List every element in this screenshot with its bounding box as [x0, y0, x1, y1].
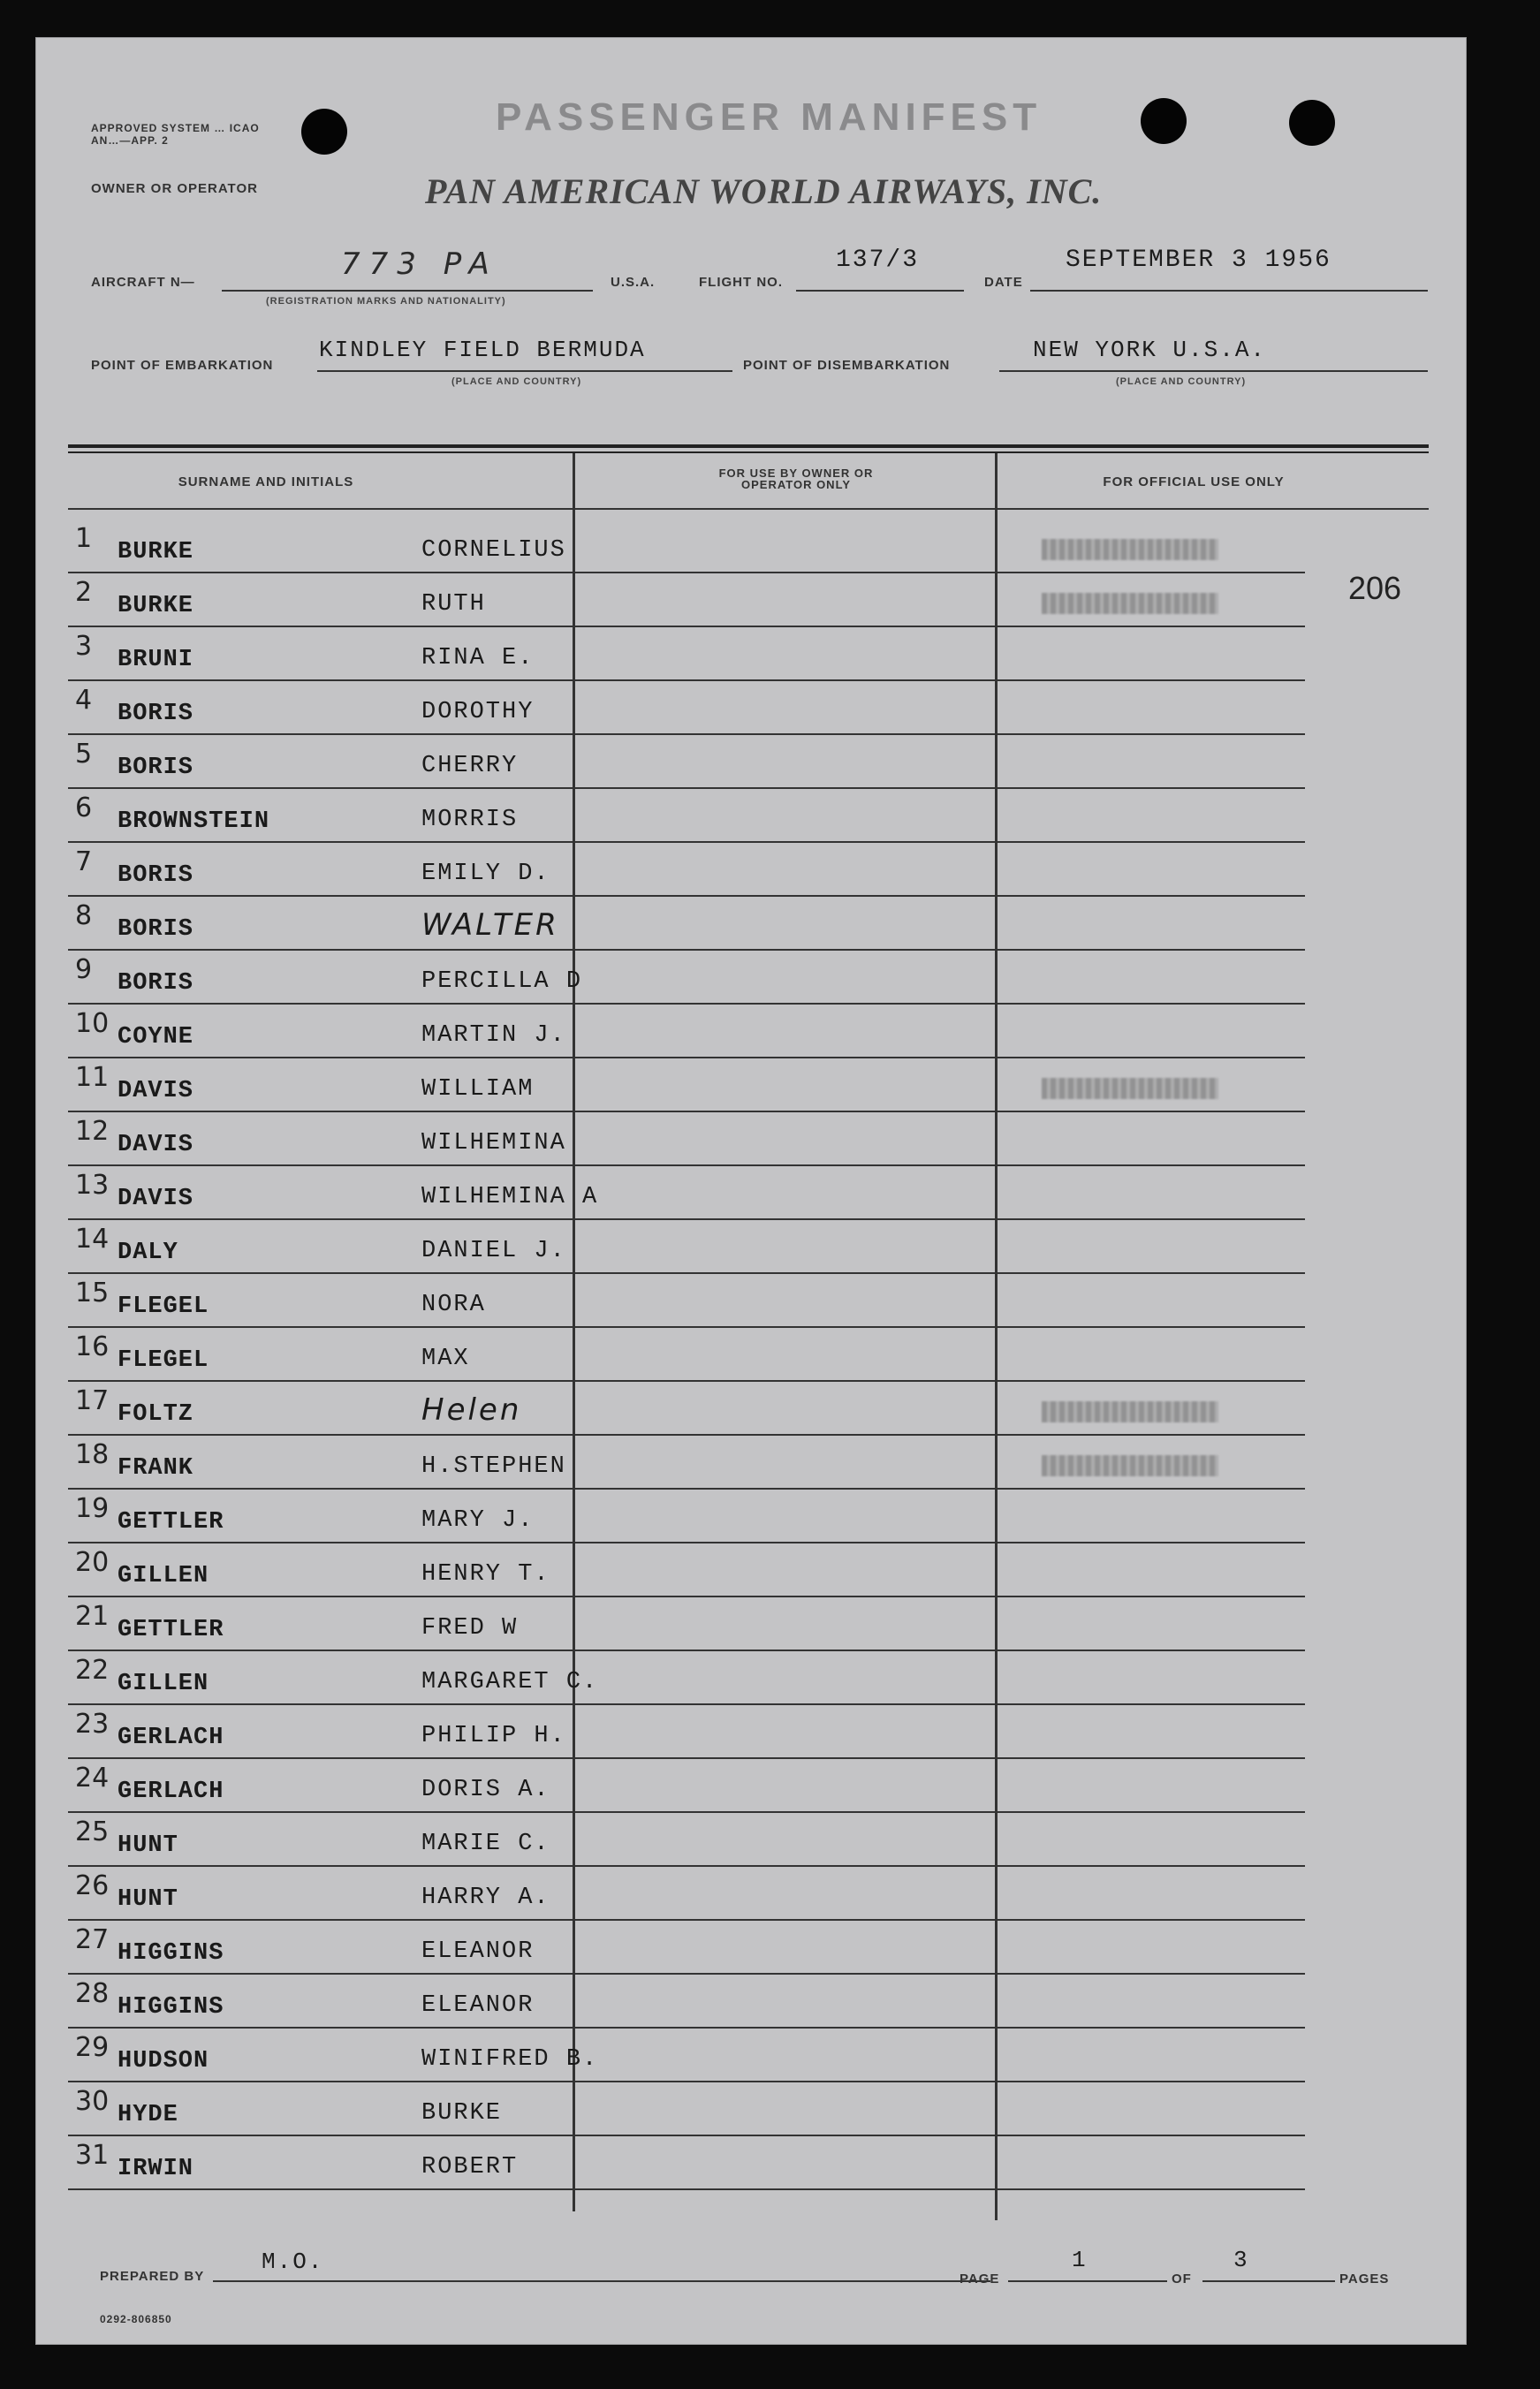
- embark-value: KINDLEY FIELD BERMUDA: [319, 337, 646, 363]
- of-label: OF: [1172, 2271, 1192, 2287]
- passenger-surname: FRANK: [118, 1455, 194, 1482]
- punch-hole: [1289, 100, 1335, 146]
- table-row: [68, 1705, 1305, 1759]
- table-row: [68, 1975, 1305, 2029]
- passenger-given-name: CORNELIUS: [421, 537, 566, 564]
- table-row: [68, 1813, 1305, 1867]
- passenger-given-name: ROBERT: [421, 2154, 519, 2180]
- passenger-surname: HUDSON: [118, 2048, 209, 2074]
- row-number: 31: [75, 2140, 110, 2171]
- passenger-surname: BURKE: [118, 593, 194, 619]
- passenger-surname: HYDE: [118, 2102, 178, 2128]
- table-row: [68, 1328, 1305, 1382]
- passenger-given-name: MORRIS: [421, 807, 519, 833]
- passenger-surname: DAVIS: [118, 1132, 194, 1158]
- passenger-surname: BORIS: [118, 862, 194, 889]
- row-number: 10: [75, 1008, 110, 1039]
- passenger-given-name: ELEANOR: [421, 1992, 535, 2019]
- passenger-given-name: DANIEL J.: [421, 1238, 566, 1264]
- passenger-given-name: Helen: [421, 1392, 522, 1428]
- row-number: 27: [75, 1924, 110, 1955]
- passenger-surname: GILLEN: [118, 1563, 209, 1589]
- passenger-surname: DALY: [118, 1240, 178, 1266]
- passenger-given-name: WILHEMINA: [421, 1130, 566, 1157]
- document-title: PASSENGER MANIFEST: [496, 95, 1043, 139]
- passenger-surname: BORIS: [118, 755, 194, 781]
- header-bottom-rule: [68, 508, 1429, 510]
- table-row: [68, 2029, 1305, 2082]
- passenger-surname: COYNE: [118, 1024, 194, 1050]
- of-value: 3: [1233, 2247, 1249, 2273]
- pages-label: PAGES: [1339, 2271, 1390, 2287]
- prepared-value: M.O.: [262, 2249, 324, 2275]
- flight-underline: [796, 290, 964, 292]
- of-underline: [1202, 2280, 1335, 2282]
- row-number: 30: [75, 2086, 110, 2117]
- disembark-caption: (PLACE AND COUNTRY): [1116, 376, 1247, 387]
- table-row: [68, 735, 1305, 789]
- redacted-official-entry: [1042, 1455, 1218, 1476]
- row-number: 12: [75, 1116, 110, 1147]
- table-row: [68, 1382, 1305, 1436]
- passenger-given-name: RINA E.: [421, 645, 535, 671]
- table-row: [68, 1166, 1305, 1220]
- passenger-surname: HUNT: [118, 1832, 178, 1859]
- passenger-surname: GERLACH: [118, 1778, 224, 1805]
- passenger-surname: DAVIS: [118, 1078, 194, 1104]
- passenger-given-name: DOROTHY: [421, 699, 535, 725]
- passenger-surname: GERLACH: [118, 1725, 224, 1751]
- page-underline: [1008, 2280, 1167, 2282]
- passenger-given-name: MARIE C.: [421, 1831, 550, 1857]
- passenger-given-name: WILHEMINA A: [421, 1184, 599, 1210]
- embark-caption: (PLACE AND COUNTRY): [451, 376, 582, 387]
- row-number: 25: [75, 1816, 110, 1847]
- passenger-surname: HUNT: [118, 1886, 178, 1913]
- passenger-given-name: PERCILLA D: [421, 968, 583, 995]
- row-number: 18: [75, 1439, 110, 1470]
- passenger-given-name: WINIFRED B.: [421, 2046, 599, 2073]
- table-row: [68, 2082, 1305, 2136]
- passenger-surname: BROWNSTEIN: [118, 808, 270, 835]
- redacted-official-entry: [1042, 1401, 1218, 1422]
- passenger-surname: DAVIS: [118, 1186, 194, 1212]
- date-underline: [1030, 290, 1428, 292]
- passenger-surname: BRUNI: [118, 647, 194, 673]
- column-surname: SURNAME AND INITIALS: [178, 474, 354, 489]
- row-number: 5: [75, 739, 93, 770]
- table-row: [68, 1921, 1305, 1975]
- table-row: [68, 1005, 1305, 1058]
- row-rule: [68, 2188, 1305, 2190]
- redacted-official-entry: [1042, 593, 1218, 614]
- table-row: [68, 520, 1305, 573]
- table-row: [68, 1651, 1305, 1705]
- disembark-value: NEW YORK U.S.A.: [1033, 337, 1267, 363]
- table-row: [68, 789, 1305, 843]
- table-row: [68, 1112, 1305, 1166]
- punch-hole: [1141, 98, 1187, 144]
- row-number: 9: [75, 954, 93, 985]
- flight-value: 137/3: [836, 246, 920, 274]
- redacted-official-entry: [1042, 1078, 1218, 1099]
- row-number: 28: [75, 1978, 110, 2009]
- passenger-surname: BORIS: [118, 701, 194, 727]
- passenger-surname: FLEGEL: [118, 1347, 209, 1374]
- table-row: [68, 1490, 1305, 1543]
- passenger-given-name: WALTER: [421, 907, 559, 943]
- page-label: PAGE: [960, 2271, 1000, 2287]
- passenger-given-name: RUTH: [421, 591, 486, 618]
- row-number: 29: [75, 2032, 110, 2063]
- row-number: 6: [75, 793, 93, 823]
- row-number: 22: [75, 1655, 110, 1686]
- passenger-given-name: WILLIAM: [421, 1076, 535, 1103]
- row-number: 14: [75, 1224, 110, 1255]
- row-number: 21: [75, 1601, 110, 1632]
- passenger-given-name: HENRY T.: [421, 1561, 550, 1588]
- passenger-given-name: HARRY A.: [421, 1885, 550, 1911]
- passenger-given-name: BURKE: [421, 2100, 503, 2127]
- passenger-given-name: EMILY D.: [421, 861, 550, 887]
- form-number: 0292-806850: [100, 2313, 172, 2325]
- flight-label: FLIGHT NO.: [699, 275, 783, 290]
- table-top-rule-2: [68, 451, 1429, 453]
- table-row: [68, 627, 1305, 681]
- date-label: DATE: [984, 275, 1023, 290]
- row-number: 3: [75, 631, 93, 662]
- row-number: 26: [75, 1870, 110, 1901]
- passenger-given-name: MARY J.: [421, 1507, 535, 1534]
- column-official-use: FOR OFFICIAL USE ONLY: [1103, 474, 1285, 489]
- passenger-surname: GETTLER: [118, 1509, 224, 1536]
- page-value: 1: [1072, 2247, 1088, 2273]
- owner-label: OWNER OR OPERATOR: [91, 181, 258, 196]
- passenger-given-name: FRED W: [421, 1615, 519, 1642]
- passenger-surname: BORIS: [118, 916, 194, 943]
- passenger-surname: GILLEN: [118, 1671, 209, 1697]
- row-number: 4: [75, 685, 93, 716]
- row-number: 8: [75, 900, 93, 931]
- table-row: [68, 1436, 1305, 1490]
- aircraft-underline: [222, 290, 593, 292]
- usa-label: U.S.A.: [611, 275, 656, 290]
- row-number: 23: [75, 1709, 110, 1740]
- column-owner-use: FOR USE BY OWNER OR OPERATOR ONLY: [718, 466, 874, 491]
- company-name: PAN AMERICAN WORLD AIRWAYS, INC.: [425, 171, 1103, 211]
- disembark-label: POINT OF DISEMBARKATION: [743, 358, 951, 373]
- prepared-underline: [213, 2280, 990, 2282]
- table-row: [68, 1597, 1305, 1651]
- row-number: 13: [75, 1170, 110, 1201]
- table-row: [68, 1759, 1305, 1813]
- passenger-given-name: MARGARET C.: [421, 1669, 599, 1695]
- manifest-sheet: [35, 37, 1467, 2345]
- passenger-given-name: MARTIN J.: [421, 1022, 566, 1049]
- row-number: 15: [75, 1278, 110, 1308]
- table-row: [68, 2136, 1305, 2190]
- passenger-surname: FLEGEL: [118, 1293, 209, 1320]
- passenger-given-name: NORA: [421, 1292, 486, 1318]
- aircraft-label: AIRCRAFT N—: [91, 275, 195, 290]
- passenger-given-name: DORIS A.: [421, 1777, 550, 1803]
- passenger-given-name: MAX: [421, 1346, 470, 1372]
- row-number: 20: [75, 1547, 110, 1578]
- row-number: 11: [75, 1062, 110, 1093]
- table-row: [68, 573, 1305, 627]
- punch-hole: [301, 109, 347, 155]
- embark-label: POINT OF EMBARKATION: [91, 358, 274, 373]
- row-number: 24: [75, 1763, 110, 1794]
- row-number: 1: [75, 523, 93, 554]
- passenger-surname: GETTLER: [118, 1617, 224, 1643]
- redacted-official-entry: [1042, 539, 1218, 560]
- date-value: SEPTEMBER 3 1956: [1066, 246, 1331, 274]
- passenger-given-name: CHERRY: [421, 753, 519, 779]
- row-number: 16: [75, 1331, 110, 1362]
- table-row: [68, 681, 1305, 735]
- row-number: 7: [75, 846, 93, 877]
- table-row: [68, 1220, 1305, 1274]
- passenger-surname: FOLTZ: [118, 1401, 194, 1428]
- table-row: [68, 951, 1305, 1005]
- passenger-surname: HIGGINS: [118, 1940, 224, 1967]
- passenger-given-name: H.STEPHEN: [421, 1453, 566, 1480]
- table-row: [68, 897, 1305, 951]
- table-row: [68, 1867, 1305, 1921]
- passenger-surname: BORIS: [118, 970, 194, 997]
- row-number: 19: [75, 1493, 110, 1524]
- passenger-given-name: ELEANOR: [421, 1938, 535, 1965]
- passenger-surname: IRWIN: [118, 2156, 194, 2182]
- passenger-surname: BURKE: [118, 539, 194, 565]
- passenger-surname: HIGGINS: [118, 1994, 224, 2021]
- passenger-given-name: PHILIP H.: [421, 1723, 566, 1749]
- table-row: [68, 1058, 1305, 1112]
- row-number: 17: [75, 1385, 110, 1416]
- prepared-label: PREPARED BY: [100, 2269, 205, 2284]
- table-row: [68, 1274, 1305, 1328]
- form-code: APPROVED SYSTEM … ICAO AN…—APP. 2: [91, 122, 260, 147]
- table-top-rule: [68, 444, 1429, 448]
- table-row: [68, 1543, 1305, 1597]
- aircraft-value: 773 PA: [341, 246, 498, 282]
- registration-caption: (REGISTRATION MARKS AND NATIONALITY): [266, 296, 506, 307]
- stamp-number: 206: [1348, 570, 1402, 606]
- table-row: [68, 843, 1305, 897]
- disembark-underline: [999, 370, 1428, 372]
- row-number: 2: [75, 577, 93, 608]
- embark-underline: [317, 370, 732, 372]
